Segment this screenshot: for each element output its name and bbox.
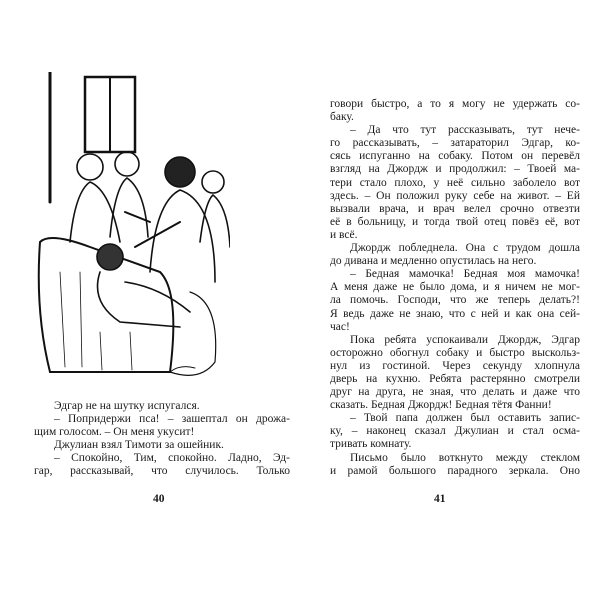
text-line: осторожно обогнул собаку и быстро выскольз-: [330, 346, 580, 359]
text-line: друг на друга, не зная, что делать и даже что: [330, 386, 580, 399]
text-line: сясь испуганно на собаку. Потом он перевёл: [330, 150, 580, 163]
text-line: Джулиан взял Тимоти за ошейник.: [54, 439, 224, 452]
text-line: тривать комнату.: [330, 438, 412, 451]
left-page-text: [34, 400, 290, 479]
text-line: тери стало плохо, у неё сильно заболело вот: [330, 176, 580, 189]
text-line: го рассказывать, – затараторил Эдгар, ко-: [330, 137, 580, 150]
text-line: ку, – наконец сказал Джулиан и стал осма-: [330, 425, 580, 438]
text-line: Пока ребята успокаивали Джордж, Эдгар: [350, 333, 580, 346]
text-line: дверь на кухню. Ребята растерянно смотрели: [330, 372, 580, 385]
text-line: говори быстро, а то я могу не удержать со-: [330, 98, 580, 110]
text-line: Письмо было воткнуто между стеклом: [350, 451, 580, 464]
text-line: вызвали врача, и врач велел срочно отвезти: [330, 202, 580, 215]
text-line: Я ведь даже не знаю, что с ней и как она сей-: [330, 307, 580, 320]
text-line: сказать. Бедная Джордж! Бедная тётя Фанни!: [330, 399, 552, 412]
text-line: А меня даже не было дома, и я ничем не мог-: [330, 281, 580, 294]
text-line: ла помочь. Господи, что же теперь делать?!: [330, 294, 580, 307]
text-line: здесь. – Он положил руку себе на живот. – Ей: [330, 189, 580, 202]
text-line: час!: [330, 320, 350, 333]
text-line: и рамой большого парадного зеркала. Оно: [330, 464, 580, 477]
text-line: – Бедная мамочка! Бедная моя мамочка!: [350, 268, 580, 281]
text-line: Эдгар не на шутку испугался.: [54, 400, 200, 412]
text-line: до дивана и медленно опустилась на него.: [330, 255, 537, 268]
illustration-children-and-dog: [30, 72, 230, 390]
text-line: – Попридержи пса! – зашептал он дрожа-: [54, 413, 290, 426]
text-line: – Твой папа должен был оставить запис-: [350, 412, 580, 425]
left-page-number: 40: [153, 493, 165, 505]
text-line: гар, рассказывай, что случилось. Только: [34, 465, 290, 478]
text-line: её в больницу, и тогда твой отец повёз её, вот: [330, 215, 580, 228]
text-line: щим голосом. – Он меня укусит!: [34, 426, 195, 439]
text-line: и всё.: [330, 228, 358, 241]
text-line: – Спокойно, Тим, спокойно. Ладно, Эд-: [54, 452, 290, 465]
right-page-number: 41: [434, 493, 446, 505]
text-line: взгляд на Джордж и продолжил: – Твоей ма-: [330, 163, 580, 176]
text-line: нул из гостиной. Через секунду хлопнула: [330, 359, 580, 372]
text-line: – Да что тут рассказывать, тут нече-: [350, 124, 580, 137]
text-line: баку.: [330, 111, 354, 124]
right-page-text: [330, 98, 580, 478]
text-line: Джордж побледнела. Она с трудом дошла: [350, 242, 580, 255]
